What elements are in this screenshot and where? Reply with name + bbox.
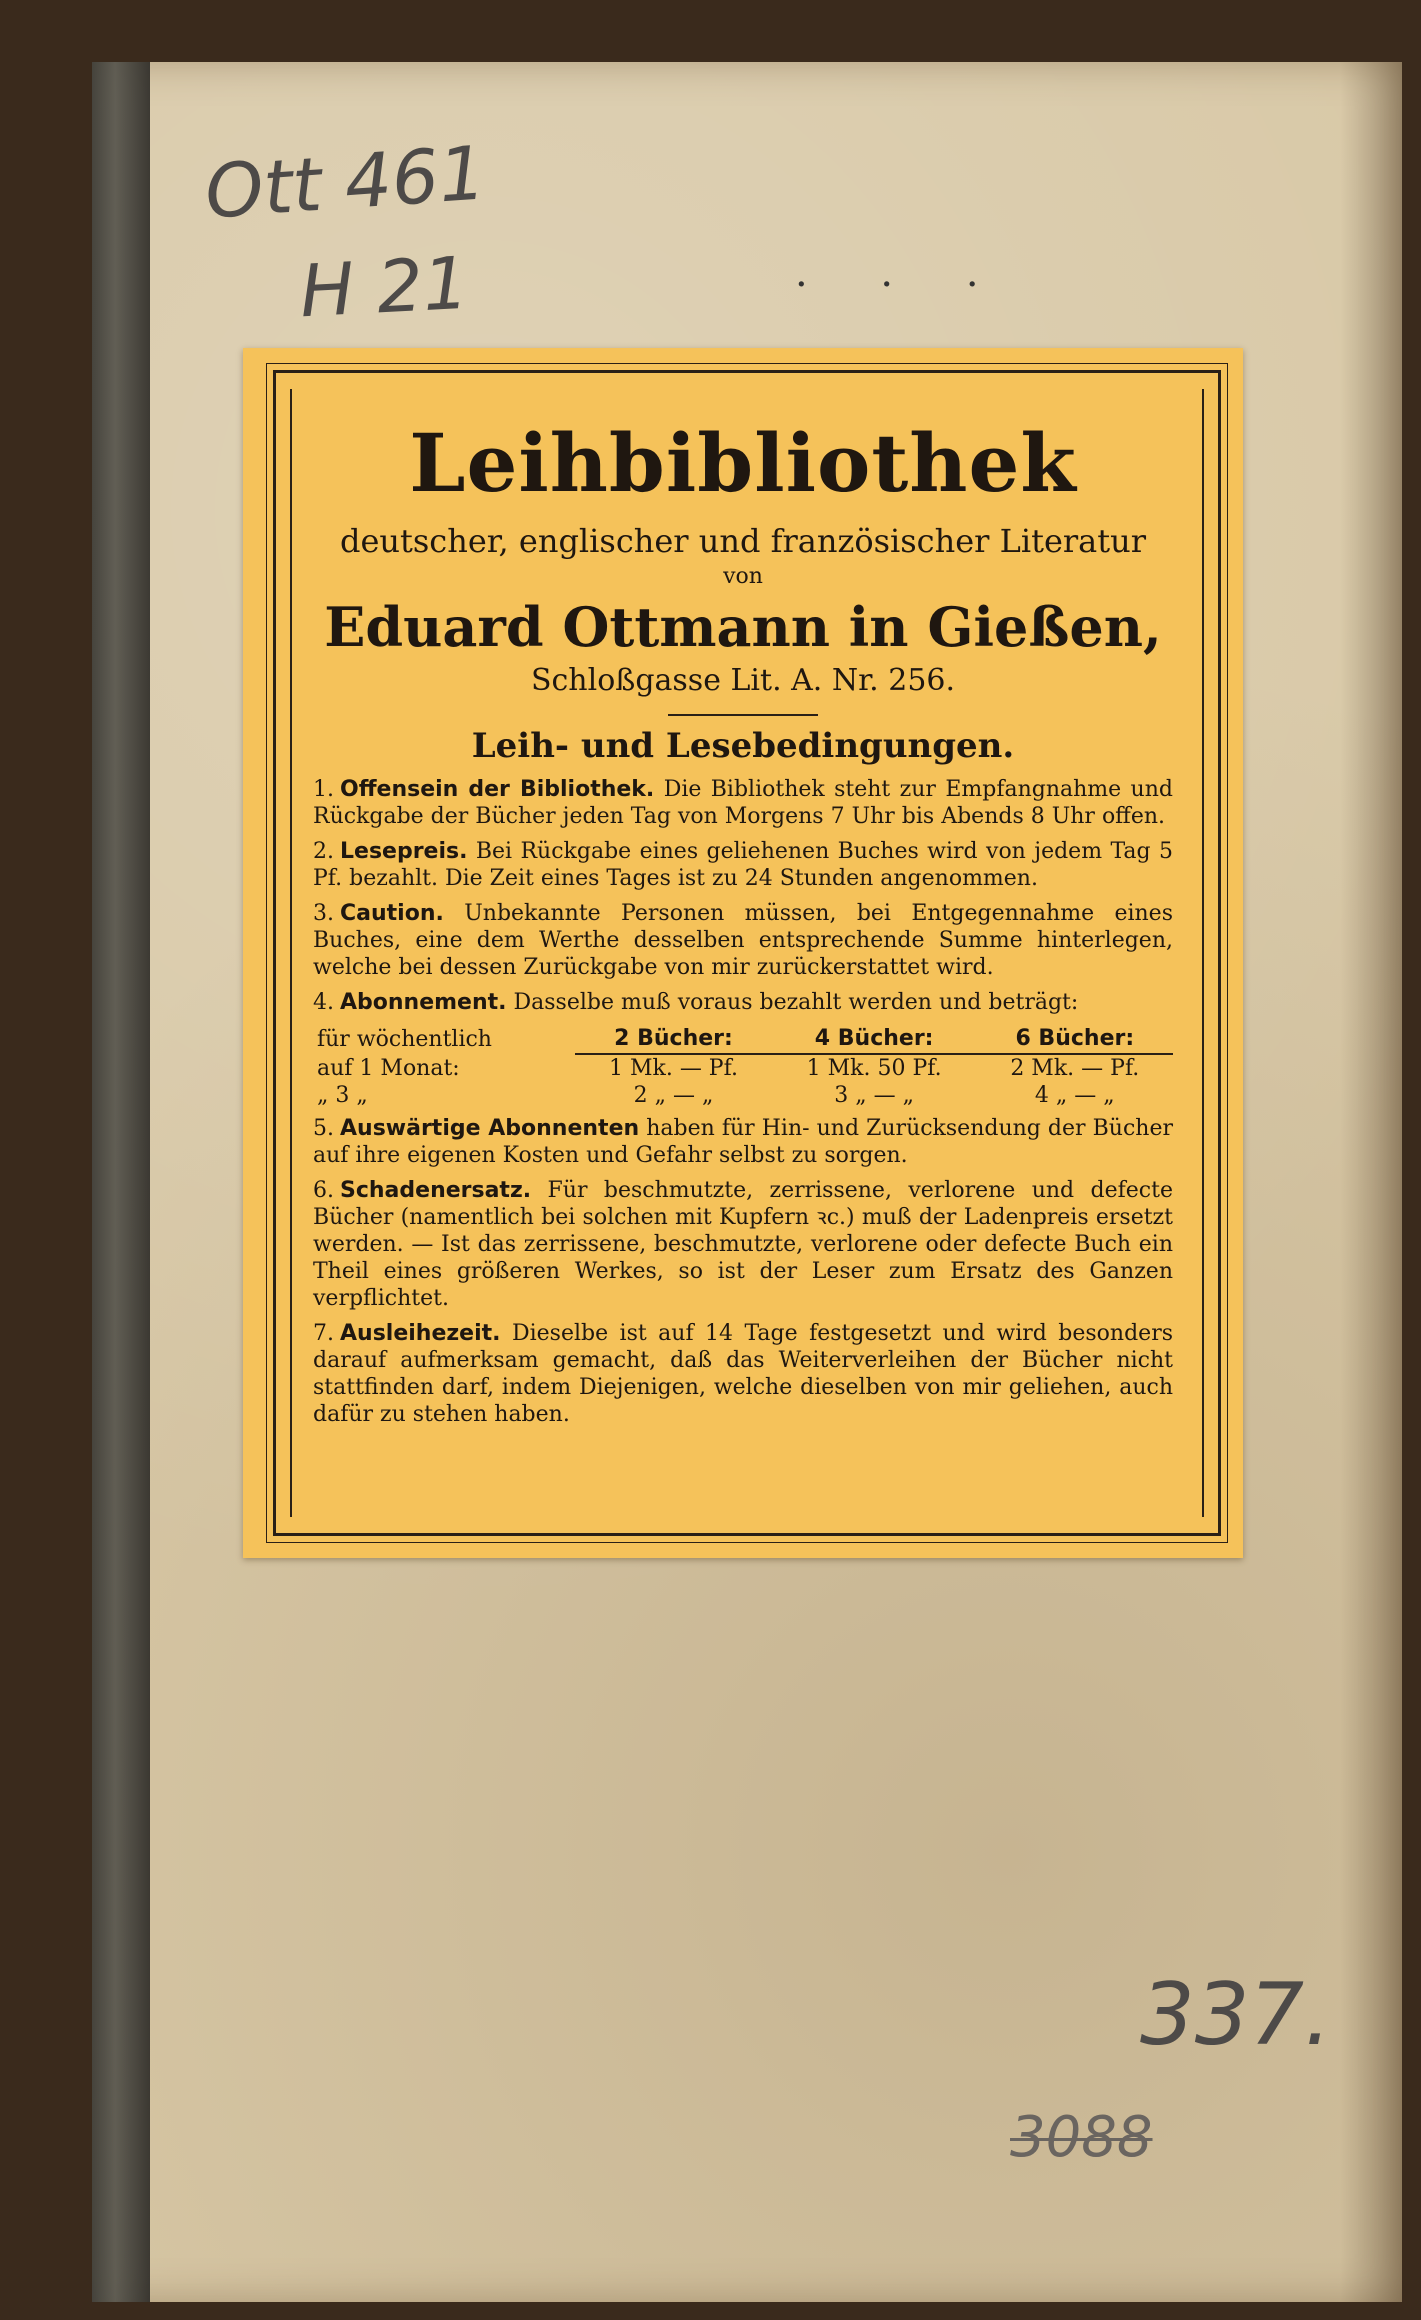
label-von: von xyxy=(723,564,763,589)
condition-text: Dasselbe muß voraus bezahlt werden und beträgt: xyxy=(513,990,1079,1015)
library-label xyxy=(243,348,1243,1558)
spine-binding xyxy=(92,62,150,2302)
pencil-shelfmark-2: H 21 xyxy=(297,240,471,334)
condition-number: 1. xyxy=(313,777,334,802)
condition-heading: Ausleihezeit. xyxy=(340,1321,501,1346)
price-row xyxy=(313,1054,1173,1082)
conditions-heading: Leih- und Lesebedingungen. xyxy=(471,726,1015,766)
price-cell: 1 Mk. 50 Pf. xyxy=(806,1056,942,1081)
page-edge-shadow xyxy=(1340,62,1402,2302)
label-address: Schloßgasse Lit. A. Nr. 256. xyxy=(530,663,956,698)
price-row-label-header: für wöchentlich xyxy=(317,1026,492,1052)
condition-text: haben für Hin- und Zurücksendung der Bücher auf ihre eigenen Kosten und Gefahr selbst zu sorgen. xyxy=(313,1116,1173,1168)
condition-text: Bei Rückgabe eines geliehenen Buches wird von jedem Tag 5 Pf. bezahlt. Die Zeit eines Tages ist zu 24 Stunden angenommen. xyxy=(313,839,1173,891)
price-cell: 3 „ — „ xyxy=(834,1083,915,1108)
price-row-label: „ 3 „ xyxy=(317,1083,368,1108)
condition-number: 5. xyxy=(313,1116,334,1141)
label-title: Leihbibliothek xyxy=(409,416,1077,510)
price-column-header: 2 Bücher: xyxy=(575,1024,771,1054)
condition-item xyxy=(313,838,1173,892)
label-content xyxy=(313,398,1173,1436)
price-column-header: 6 Bücher: xyxy=(977,1024,1173,1054)
condition-number: 3. xyxy=(313,901,334,926)
decorative-dots: · · · xyxy=(795,262,1009,308)
price-cell: 2 „ — „ xyxy=(633,1083,714,1108)
condition-item xyxy=(313,776,1173,830)
condition-item xyxy=(313,900,1173,981)
condition-heading: Caution. xyxy=(340,901,444,926)
condition-heading: Abonnement. xyxy=(340,990,507,1015)
pencil-shelfmark: Ott 461 xyxy=(202,130,489,236)
condition-number: 7. xyxy=(313,1321,334,1346)
price-cell: 4 „ — „ xyxy=(1034,1083,1115,1108)
condition-item xyxy=(313,1115,1173,1169)
pencil-struck-number: 3088 xyxy=(1010,2105,1153,2170)
subscription-price-table xyxy=(313,1024,1173,1109)
label-subtitle: deutscher, englischer und französischer Literatur xyxy=(339,522,1147,560)
condition-text: Die Bibliothek steht zur Empfangnahme und Rückgabe der Bücher jeden Tag von Morgens 7 Uhr bis Abends 8 Uhr offen. xyxy=(313,777,1173,829)
condition-heading: Auswärtige Abonnenten xyxy=(340,1116,640,1141)
label-divider xyxy=(668,714,818,716)
condition-text: Unbekannte Personen müssen, bei Entgegennahme eines Buches, eine dem Werthe desselben entsprechende Summe hinterlegen, welche bei dessen Zurückgabe von mir zurückerstattet wird. xyxy=(313,901,1173,980)
condition-item xyxy=(313,989,1173,1016)
condition-heading: Lesepreis. xyxy=(340,839,468,864)
condition-number: 4. xyxy=(313,990,334,1015)
price-column-header: 4 Bücher: xyxy=(772,1024,977,1054)
condition-item xyxy=(313,1177,1173,1312)
price-row-label: auf 1 Monat: xyxy=(317,1055,460,1081)
condition-item xyxy=(313,1320,1173,1428)
condition-text: Für beschmutzte, zerrissene, verlorene und defecte Bücher (namentlich bei solchen mit Kupfern ꝛc.) muß der Ladenpreis ersetzt werden. — Ist das zerrissene, beschmutzte, verlorene oder defecte Buch ein Theil eines größeren Werkes, so ist der Leser zum Ersatz des Ganzen verpflichtet. xyxy=(313,1178,1173,1311)
condition-number: 6. xyxy=(313,1178,334,1203)
condition-heading: Schadenersatz. xyxy=(340,1178,532,1203)
pencil-number: 337. xyxy=(1140,1965,1332,2065)
condition-heading: Offensein der Bibliothek. xyxy=(340,777,655,802)
condition-number: 2. xyxy=(313,839,334,864)
price-row xyxy=(313,1082,1173,1109)
price-table-header xyxy=(313,1024,1173,1054)
price-cell: 1 Mk. — Pf. xyxy=(608,1056,738,1081)
price-cell: 2 Mk. — Pf. xyxy=(1010,1056,1140,1081)
condition-text: Dieselbe ist auf 14 Tage festgesetzt und wird besonders darauf aufmerksam gemacht, daß das Weiterverleihen der Bücher nicht stattfinden darf, indem Diejenigen, welche dieselben von mir geliehen, auch dafür zu stehen haben. xyxy=(313,1321,1173,1427)
label-owner: Eduard Ottmann in Gießen, xyxy=(324,595,1162,659)
